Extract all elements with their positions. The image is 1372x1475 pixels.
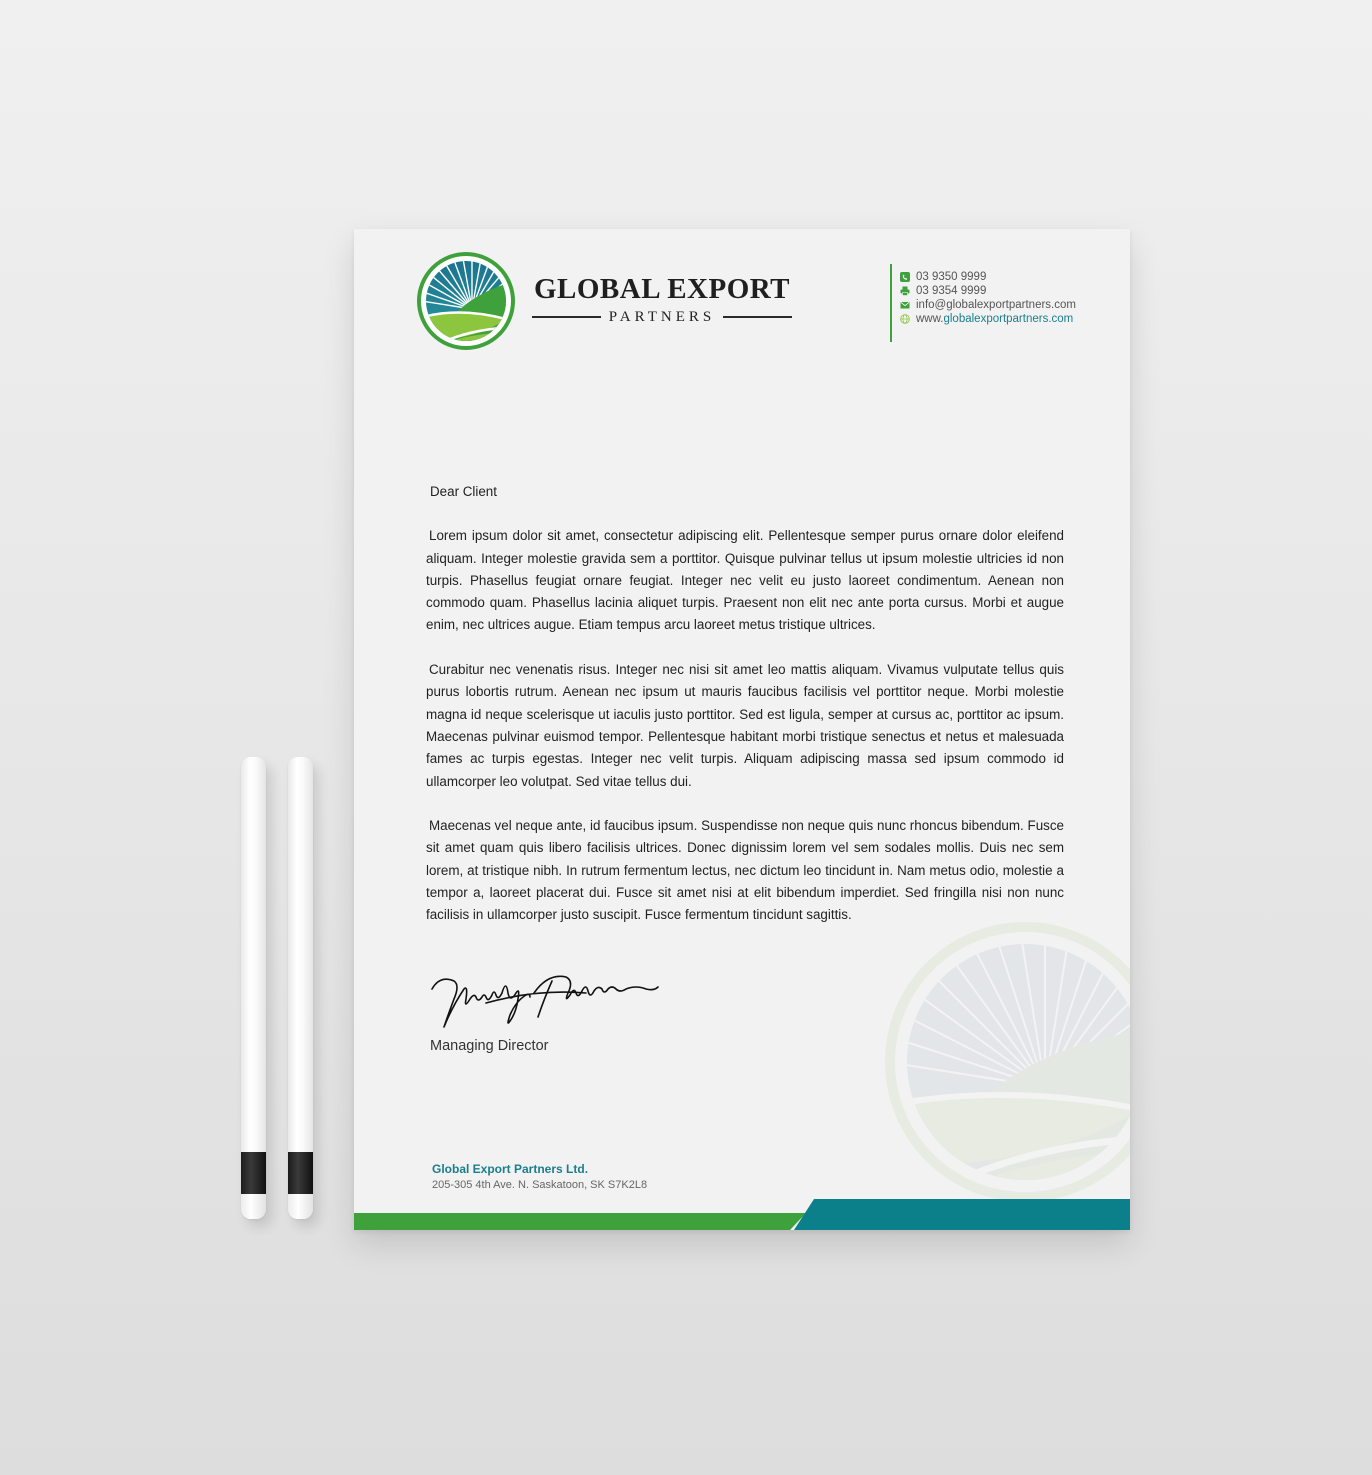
letter-body bbox=[426, 481, 1064, 949]
pen-grip bbox=[288, 1152, 313, 1194]
footer-address: 205-305 4th Ave. N. Saskatoon, SK S7K2L8 bbox=[432, 1179, 648, 1191]
salutation: Dear Client bbox=[430, 484, 497, 499]
pen-grip bbox=[241, 1152, 266, 1194]
contact-fax bbox=[900, 284, 1120, 298]
brand-name: GLOBAL EXPORT bbox=[533, 273, 791, 305]
contact-website bbox=[900, 312, 1120, 326]
pen-left bbox=[241, 757, 266, 1219]
phone-icon bbox=[900, 272, 910, 282]
mail-icon bbox=[900, 300, 910, 310]
letter-paragraph-3: Maecenas vel neque ante, id faucibus ipsum. Suspendisse non neque quis nunc rhoncus bibendum. Fusce sit amet quam quis libero facilisis ultrices. Donec dignissim lorem vel sem sodales mollis. Duis nec sem lorem, at tristique nibh. In rutrum fermentum lectus, nec dictum leo tincidunt in. Nam metus odio, molestie a tempor a, laoreet placerat dui. Fusce sit amet nisi at elit bibendum imperdiet. Sed fringilla nisi non nunc facilisis in ullamcorper justo suscipit. Fusce fermentum tincidunt sagittis. bbox=[426, 818, 1064, 923]
brand-tagline-row bbox=[532, 307, 792, 327]
tagline-rule-right bbox=[723, 316, 792, 318]
phone-number: 03 9350 9999 bbox=[916, 271, 987, 283]
contact-phone bbox=[900, 270, 1120, 284]
handwritten-signature bbox=[426, 959, 666, 1039]
pen-end bbox=[288, 1194, 313, 1219]
sunrise-leaf-emblem-icon bbox=[416, 251, 516, 351]
globe-icon bbox=[900, 314, 910, 324]
brand-tagline: PARTNERS bbox=[608, 308, 716, 325]
email-address[interactable]: info@globalexportpartners.com bbox=[916, 299, 1076, 311]
fax-number: 03 9354 9999 bbox=[916, 285, 987, 297]
contact-block bbox=[900, 270, 1120, 326]
signatory-title: Managing Director bbox=[430, 1038, 549, 1054]
letter-paragraph-1: Lorem ipsum dolor sit amet, consectetur adipiscing elit. Pellentesque semper purus ornare dolor eleifend aliquam. Integer molestie gravida sem a porttitor. Quisque pulvinar tellus ut ipsum molestie ultricies id non turpis. Phasellus feugiat ornare feugiat. Integer nec velit eu justo laoreet condimentum. Aenean non commodo quam. Phasellus lacinia aliquet turpis. Praesent non elit nec ante porta cursus. Morbi et augue enim, nec ultrices augue. Etiam tempus arcu laoreet metus tristique ultrices. bbox=[426, 528, 1064, 633]
watermark-emblem-icon bbox=[880, 917, 1130, 1207]
footer-color-band bbox=[354, 1194, 1130, 1230]
website-prefix: www. bbox=[916, 313, 944, 325]
contact-divider bbox=[890, 264, 892, 342]
fax-icon bbox=[900, 286, 910, 296]
website-url[interactable] bbox=[916, 313, 1073, 325]
contact-email bbox=[900, 298, 1120, 312]
pen-end bbox=[241, 1194, 266, 1219]
footer-company-name: Global Export Partners Ltd. bbox=[432, 1162, 589, 1176]
tagline-rule-left bbox=[532, 316, 601, 318]
website-domain: globalexportpartners.com bbox=[943, 313, 1074, 325]
letter-paragraph-2: Curabitur nec venenatis risus. Integer nec nisi sit amet leo mattis aliquam. Vivamus vulputate tellus quis purus lobortis rutrum. Aenean nec ipsum ut mauris faucibus facilisis vel porttitor neque. Morbi molestie magna id neque scelerisque ut iaculis justo porttitor. Sed est ligula, semper at cursus ac, porttitor ac ipsum. Maecenas pulvinar euismod tempor. Pellentesque habitant morbi tristique senectus et netus et malesuada fames ac turpis egestas. Integer nec velit turpis. Aliquam adipiscing massa sed ipsum commodo id ullamcorper leo volutpat. Sed vitae tellus dui. bbox=[426, 662, 1064, 789]
letterhead-sheet bbox=[354, 229, 1130, 1230]
pen-right bbox=[288, 757, 313, 1219]
